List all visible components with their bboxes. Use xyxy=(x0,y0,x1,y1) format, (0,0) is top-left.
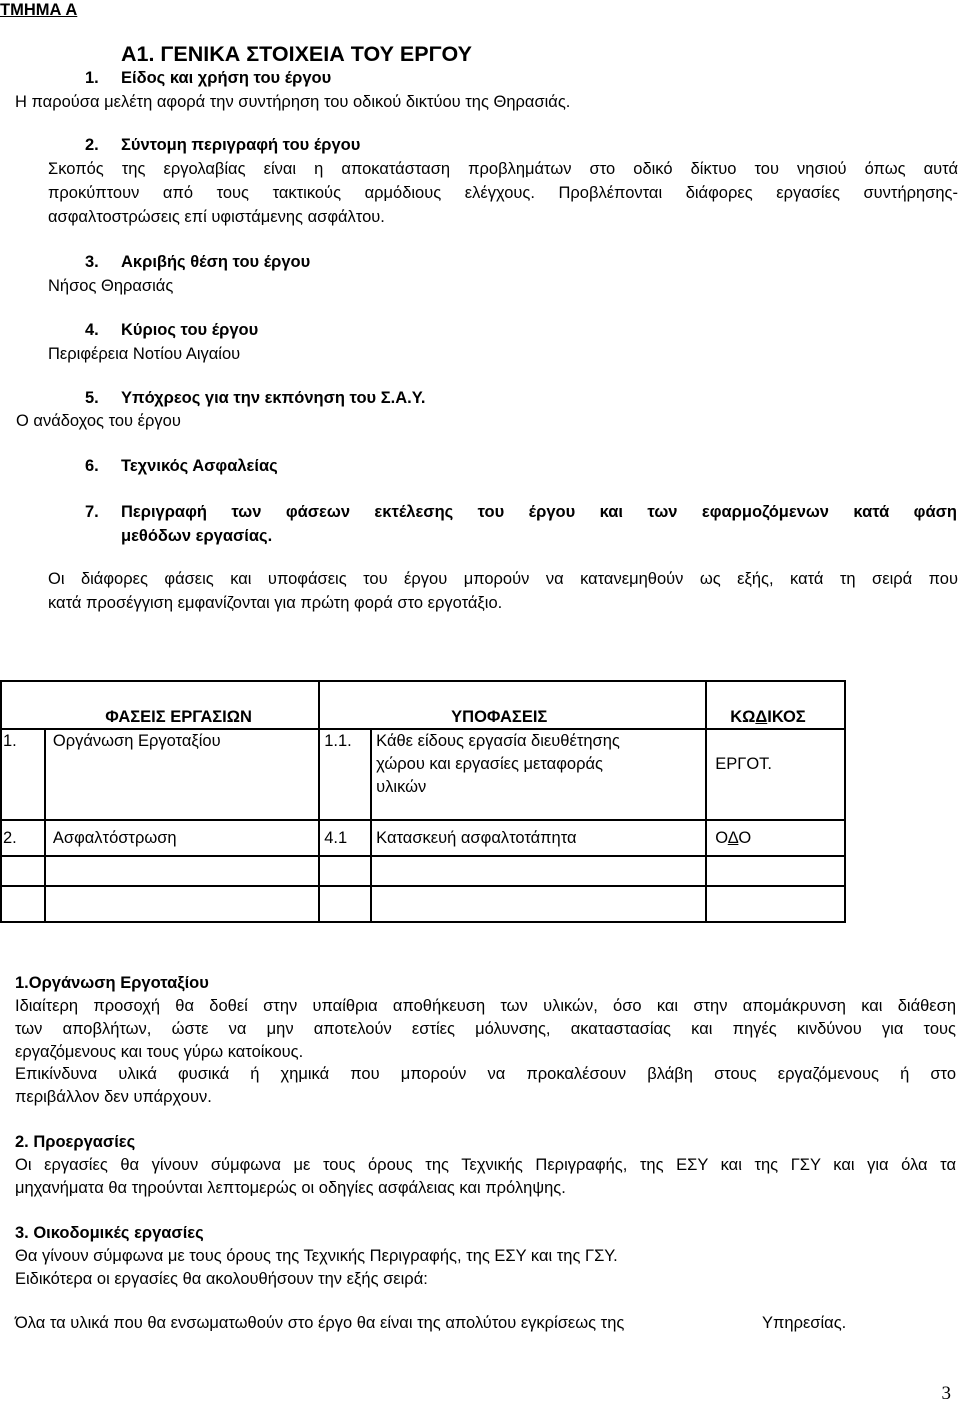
row-3-subphase xyxy=(371,856,706,886)
row-1-number: 1. xyxy=(1,729,45,820)
item-4-title: Κύριος του έργου xyxy=(121,321,259,339)
item-3-text: Νήσος Θηρασιάς xyxy=(48,277,174,295)
table-header-row xyxy=(1,681,845,729)
row-2-subnumber: 4.1 xyxy=(319,820,371,856)
row-2-phase: Ασφαλτόστρωση xyxy=(45,820,319,856)
table-row xyxy=(1,886,845,922)
section-3-line-1: Θα γίνουν σύμφωνα με τους όρους της Τεχνικής Περιγραφής, της ΕΣΥ και της ΓΣΥ. xyxy=(15,1247,618,1265)
section-2-line-2: μηχανήματα θα τηρούνται λεπτομερώς οι οδηγίες ασφάλειας και πρόληψης. xyxy=(15,1179,566,1197)
item-3-number: 3. xyxy=(85,253,99,271)
section-1-line-5: περιβάλλον δεν υπάρχουν. xyxy=(15,1088,212,1106)
row-2-code-part-underlined: Δ xyxy=(727,829,739,847)
item-4-number: 4. xyxy=(85,321,99,339)
section-3-title: 3. Οικοδομικές εργασίες xyxy=(15,1224,204,1242)
table-row xyxy=(1,820,845,856)
item-7-line-1: Οι διάφορες φάσεις και υποφάσεις του έργου μπορούν να κατανεμηθούν ως εξής, κατά τη σειρά που xyxy=(48,570,958,588)
row-1-subnumber: 1.1. xyxy=(319,729,371,820)
item-6-title: Τεχνικός Ασφαλείας xyxy=(121,457,278,475)
row-1-code: ΕΡΓΟΤ. xyxy=(706,729,845,820)
section-3-final-authority: Υπηρεσίας. xyxy=(762,1314,847,1332)
row-1-subphase xyxy=(371,729,706,820)
section-3-line-2: Ειδικότερα οι εργασίες θα ακολουθήσουν την εξής σειρά: xyxy=(15,1270,428,1288)
item-1-text: Η παρούσα μελέτη αφορά την συντήρηση του οδικού δικτύου της Θηρασιάς. xyxy=(15,93,571,111)
header-subphases xyxy=(371,681,706,729)
row-4-code xyxy=(706,886,845,922)
section-1-line-3: εργαζόμενους και τους γύρω κατοίκους. xyxy=(15,1043,304,1061)
section-2-line-1: Οι εργασίες θα γίνουν σύμφωνα με τους όρους της Τεχνικής Περιγραφής, της ΕΣΥ και της ΓΣΥ και για όλα τα xyxy=(15,1156,956,1174)
section-2-title: 2. Προεργασίες xyxy=(15,1133,136,1151)
row-3-phase xyxy=(45,856,319,886)
header-subphases-label: ΥΠΟΦΑΣΕΙΣ xyxy=(451,708,548,726)
header-code-part-b: ΙΚΟΣ xyxy=(767,708,806,726)
header-code-label xyxy=(730,708,806,726)
table-row xyxy=(1,729,845,820)
row-4-subnumber xyxy=(319,886,371,922)
section-1-title: 1.Οργάνωση Εργοταξίου xyxy=(15,974,209,992)
row-2-code-part-b: Ο xyxy=(738,829,752,847)
row-1-subphase-line-3: υλικών xyxy=(376,778,427,796)
item-7-line-2: κατά προσέγγιση εμφανίζονται για πρώτη φορά στο εργοτάξιο. xyxy=(48,594,503,612)
row-1-subphase-line-1: Κάθε είδους εργασία διευθέτησης xyxy=(376,732,620,750)
item-2-line-1: Σκοπός της εργολαβίας είναι η αποκατάσταση προβλημάτων στο οδικό δίκτυο του νησιού όπως αυτά xyxy=(48,160,958,178)
table-header-spacer xyxy=(1,681,45,729)
row-2-number: 2. xyxy=(1,820,45,856)
section-1-line-2: των αποβλήτων, ώστε να μην αποτελούν εστίες μόλυνσης, ακαταστασίας και πηγές κινδύνου για τους xyxy=(15,1020,956,1038)
section-1-line-4: Επικίνδυνα υλικά φυσικά ή χημικά που μπορούν να προκαλέσουν βλάβη στους εργαζόμενους ή στο xyxy=(15,1065,956,1083)
item-2-title: Σύντομη περιγραφή του έργου xyxy=(121,136,361,154)
row-2-code-part-a: Ο xyxy=(715,829,728,847)
item-5-title: Υπόχρεος για την εκπόνηση του Σ.Α.Υ. xyxy=(121,389,426,407)
header-phases-label: ΦΑΣΕΙΣ ΕΡΓΑΣΙΩΝ xyxy=(105,708,252,726)
row-4-phase xyxy=(45,886,319,922)
row-4-subphase xyxy=(371,886,706,922)
item-1-number: 1. xyxy=(85,69,99,87)
row-1-subphase-line-2: χώρου και εργασίες μεταφοράς xyxy=(376,755,603,773)
item-5-number: 5. xyxy=(85,389,99,407)
section-3-final-text: Όλα τα υλικά που θα ενσωματωθούν στο έργο θα είναι της απολύτου εγκρίσεως της xyxy=(15,1314,625,1332)
item-2-line-2: προκύπτουν από τους τακτικούς αρμόδιους ελέγχους. Προβλέπονται διάφορες εργασίες συντήρησης- xyxy=(48,184,958,202)
section-1-line-1: Ιδιαίτερη προσοχή θα δοθεί στην υπαίθρια αποθήκευση των υλικών, όσο και στην απομάκρυνση και διάθεση xyxy=(15,997,956,1015)
item-3-title: Ακριβής θέση του έργου xyxy=(121,253,311,271)
row-4-number xyxy=(1,886,45,922)
item-7-title-line-2: μεθόδων εργασίας. xyxy=(121,527,273,545)
item-7-number: 7. xyxy=(85,503,99,521)
item-4-text: Περιφέρεια Νοτίου Αιγαίου xyxy=(48,345,241,363)
part-heading: ΤΜΗΜΑ Α xyxy=(0,1,78,19)
item-5-text: Ο ανάδοχος του έργου xyxy=(16,412,181,430)
header-code xyxy=(706,681,845,729)
row-3-code xyxy=(706,856,845,886)
item-7-title-line-1: Περιγραφή των φάσεων εκτέλεσης του έργου και των εφαρμοζόμενων κατά φάση xyxy=(121,503,957,521)
row-3-subnumber xyxy=(319,856,371,886)
table-row xyxy=(1,856,845,886)
header-phases xyxy=(45,681,319,729)
phases-table xyxy=(0,680,846,923)
item-2-line-3: ασφαλτοστρώσεις επί υφιστάμενης ασφάλτου. xyxy=(48,208,385,226)
row-2-subphase: Κατασκευή ασφαλτοτάπητα xyxy=(371,820,706,856)
page-number: 3 xyxy=(941,1383,951,1404)
row-1-phase: Οργάνωση Εργοταξίου xyxy=(45,729,319,820)
row-2-code xyxy=(706,820,845,856)
header-code-part-underlined: Δ xyxy=(755,708,768,726)
section-heading: Α1. ΓΕΝΙΚΑ ΣΤΟΙΧΕΙΑ ΤΟΥ ΕΡΓΟΥ xyxy=(121,42,472,66)
header-subphases-spacer xyxy=(319,681,371,729)
row-3-number xyxy=(1,856,45,886)
item-2-number: 2. xyxy=(85,136,99,154)
header-code-part-a: ΚΩ xyxy=(730,708,756,726)
item-6-number: 6. xyxy=(85,457,99,475)
item-1-title: Είδος και χρήση του έργου xyxy=(121,69,332,87)
